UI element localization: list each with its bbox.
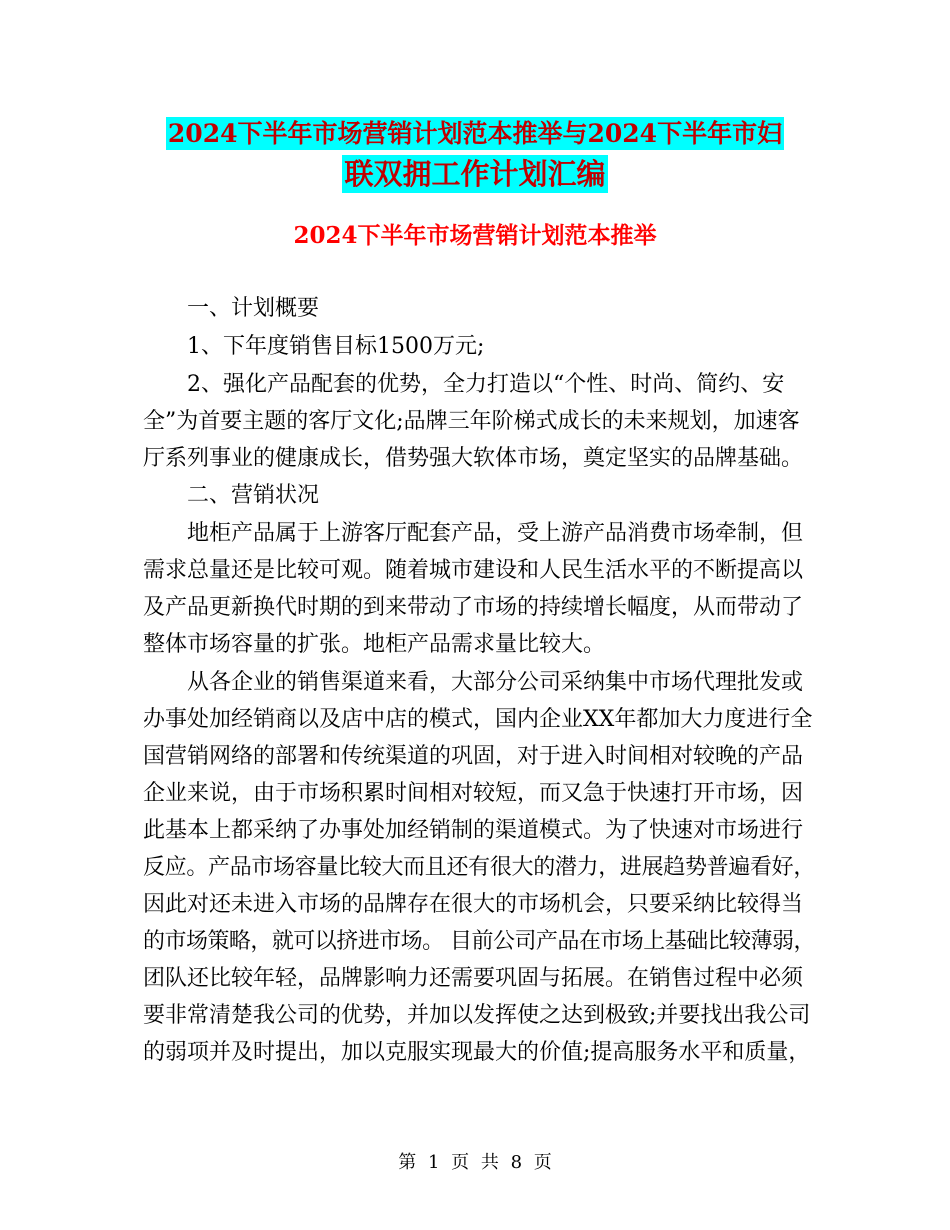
- body-line: 整体市场容量的扩张。地柜产品需求量比较大。: [143, 632, 606, 657]
- body-line: 的弱项并及时提出，加以克服实现最大的价值;提高服务水平和质量，: [143, 1040, 811, 1065]
- body-line: 2、强化产品配套的优势，全力打造以“个性、时尚、简约、安: [187, 372, 785, 397]
- body-line: 需求总量还是比较可观。随着城市建设和人民生活水平的不断提高以: [143, 558, 804, 583]
- body-line: 地柜产品属于上游客厅配套产品，受上游产品消费市场牵制，但: [187, 521, 804, 546]
- body-line: 的市场策略，就可以挤进市场。 目前公司产品在市场上基础比较薄弱，: [143, 929, 815, 954]
- page-number-footer: 第 1 页 共 8 页: [398, 1152, 552, 1173]
- body-line: 此基本上都采纳了办事处加经销制的渠道模式。为了快速对市场进行: [143, 818, 804, 843]
- heading-marketing-status: 二、营销状况: [187, 483, 320, 508]
- body-line: 全”为首要主题的客厅文化;品牌三年阶梯式成长的未来规划，加速客: [143, 409, 800, 434]
- body-line: 及产品更新换代时期的到来带动了市场的持续增长幅度，从而带动了: [143, 595, 804, 620]
- body-line: 要非常清楚我公司的优势，并加以发挥使之达到极致;并要找出我公司: [143, 1003, 811, 1028]
- title-highlight-1: 2024下半年市场营销计划范本推举与2024下半年市妇: [167, 119, 783, 148]
- body-line: 从各企业的销售渠道来看，大部分公司采纳集中市场代理批发或: [187, 670, 804, 695]
- body-line: 国营销网络的部署和传统渠道的巩固，对于进入时间相对较晚的产品: [143, 744, 804, 769]
- heading-plan-overview: 一、计划概要: [187, 296, 320, 321]
- body-line: 团队还比较年轻，品牌影响力还需要巩固与拓展。在销售过程中必须: [143, 966, 804, 991]
- body-line: 1、下年度销售目标1500万元;: [187, 334, 485, 359]
- body-line: 厅系列事业的健康成长，借势强大软体市场，奠定坚实的品牌基础。: [143, 446, 804, 471]
- body-line: 反应。产品市场容量比较大而且还有很大的潜力，进展趋势普遍看好，: [143, 855, 816, 880]
- body-line: 办事处加经销商以及店中店的模式，国内企业XX年都加大力度进行全: [143, 707, 813, 732]
- title-highlight-2: 联双拥工作计划汇编: [344, 157, 606, 191]
- body-line: 因此对还未进入市场的品牌存在很大的市场机会，只要采纳比较得当: [143, 892, 804, 917]
- section-title: 2024下半年市场营销计划范本推举: [293, 222, 657, 249]
- document-title-line-2: [0, 154, 950, 194]
- body-line: 企业来说，由于市场积累时间相对较短，而又急于快速打开市场，因: [143, 781, 804, 806]
- document-title-line-1: [0, 112, 950, 154]
